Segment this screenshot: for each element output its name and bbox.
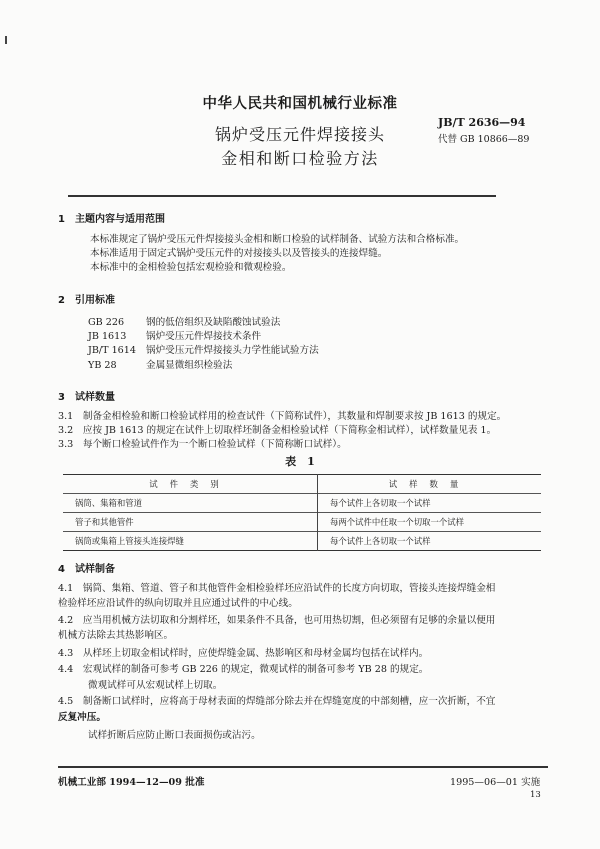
- reference-code: YB 28: [88, 360, 117, 371]
- table-cell: 锅筒、集箱和管道: [63, 494, 318, 513]
- reference-item: [88, 359, 232, 372]
- reference-title: 钢的低倍组织及缺陷酸蚀试验法: [146, 317, 281, 328]
- effective-date: 1995—06—01 实施: [450, 777, 541, 788]
- table-row: [63, 513, 541, 532]
- section-1-para: 本标准中的金相检验包括宏观检验和微观检验。: [90, 262, 292, 273]
- clause-4-1-cont: 检验样坯应沿试件的纵向切取并且应通过试件的中心线。: [58, 598, 298, 609]
- section-1-heading: 1 主题内容与适用范围: [58, 214, 165, 225]
- table-cell: 管子和其他管件: [63, 513, 318, 532]
- reference-title: 锅炉受压元件焊接技术条件: [146, 331, 262, 342]
- table-cell: 每个试件上各切取一个试样: [330, 536, 431, 546]
- table-1-caption: 表 1: [285, 455, 315, 468]
- section-1-para: 本标准规定了锅炉受压元件焊接接头金相和断口检验的试样制备、试验方法和合格标准。: [90, 234, 465, 245]
- clause-4-4: 4.4 宏观试样的制备可参考 GB 226 的规定，微观试样的制备可参考 YB 28 的规定。: [58, 664, 429, 675]
- standard-number: JB/T 2636—94: [438, 116, 526, 129]
- document-title-line1: 锅炉受压元件焊接接头: [214, 125, 385, 144]
- header-divider: [68, 195, 496, 197]
- column-header-specimen-type: 试件类别: [63, 475, 318, 494]
- clause-4-2-cont: 机械方法除去其热影响区。: [58, 630, 174, 641]
- clause-3-1: 3.1 制备金相检验和断口检验试样用的检查试件（下简称试件），其数量和焊制要求按 JB 1613 的规定。: [58, 411, 507, 422]
- clause-3-2: 3.2 应按 JB 1613 的规定在试件上切取样坯制备金相检验试样（下简称金相试样），试样数量见表 1。: [58, 425, 497, 436]
- reference-item: [88, 330, 261, 343]
- table-header-row: [63, 475, 541, 494]
- clause-4-4-cont: 微观试样可从宏观试样上切取。: [88, 680, 223, 691]
- section-4-heading: 4 试样制备: [58, 564, 115, 575]
- table-cell: 每个试件上各切取一个试样: [330, 498, 431, 508]
- section-3-heading: 3 试样数量: [58, 392, 115, 403]
- section-1-para: 本标准适用于固定式锅炉受压元件的对接接头以及管接头的连接焊缝。: [90, 248, 388, 259]
- table-cell: 锅筒或集箱上管接头连接焊缝: [63, 532, 318, 551]
- reference-item: [88, 316, 280, 329]
- scan-mark: [5, 36, 7, 44]
- table-row: [63, 532, 541, 551]
- approval-date: 机械工业部 1994—12—09 批准: [58, 777, 205, 788]
- replaces-standard: 代替 GB 10866—89: [438, 134, 530, 145]
- column-header-sample-count: 试样数量: [388, 479, 471, 489]
- section-2-heading: 2 引用标准: [58, 295, 115, 306]
- clause-4-1: 4.1 锅筒、集箱、管道、管子和其他管件金相检验样坯应沿试件的长度方向切取，管接头连接焊缝金相: [58, 583, 496, 594]
- reference-code: JB/T 1614: [88, 345, 136, 356]
- table-row: [63, 494, 541, 513]
- reference-code: JB 1613: [88, 331, 127, 342]
- clause-3-3: 3.3 每个断口检验试件作为一个断口检验试样（下简称断口试样）。: [58, 439, 347, 450]
- clause-4-5-note: 试样折断后应防止断口表面损伤或沾污。: [88, 730, 261, 741]
- reference-item: [88, 344, 319, 357]
- issuing-organization: 中华人民共和国机械行业标准: [202, 96, 398, 112]
- page-number: 13: [530, 790, 541, 800]
- footer-divider: [58, 766, 548, 768]
- document-title-line2: 金相和断口检验方法: [221, 149, 379, 168]
- clause-4-3: 4.3 从样坯上切取金相试样时，应使焊缝金属、热影响区和母材金属均包括在试样内。: [58, 648, 429, 659]
- table-cell: 每两个试件中任取一个切取一个试样: [330, 517, 464, 527]
- reference-title: 锅炉受压元件焊接接头力学性能试验方法: [146, 345, 319, 356]
- clause-4-5: 4.5 制备断口试样时，应将高于母材表面的焊缝部分除去并在焊缝宽度的中部刻槽，应一次折断，不宜: [58, 696, 496, 707]
- table-1: [63, 474, 541, 551]
- reference-code: GB 226: [88, 317, 125, 328]
- reference-title: 金属显微组织检验法: [146, 360, 233, 371]
- clause-4-2: 4.2 应当用机械方法切取和分割样坯，如果条件不具备，也可用热切割，但必须留有足够的余量以便用: [58, 615, 496, 626]
- clause-4-5-cont: 反复冲压。: [58, 712, 106, 723]
